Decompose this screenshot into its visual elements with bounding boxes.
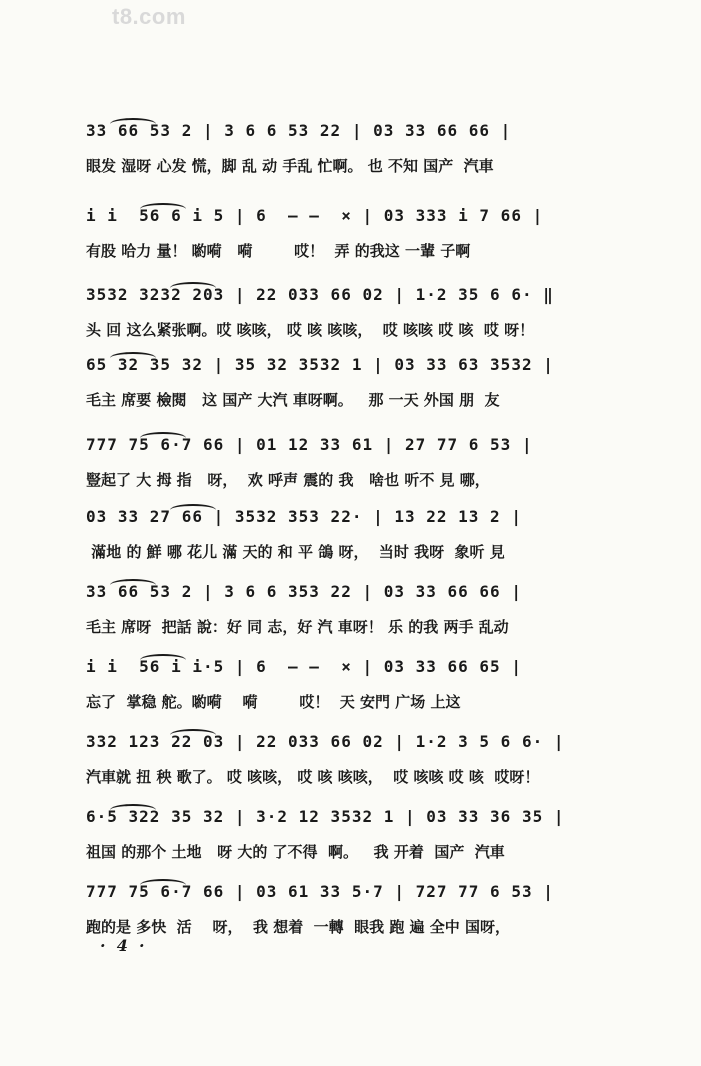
lyrics-line: 滿地 的 鮮 哪 花儿 滿 天的 和 平 鴿 呀， 当时 我呀 象听 見 xyxy=(86,543,505,561)
lyrics-line: 头 回 这么紧张啊。哎 咳咳， 哎 咳 咳咳， 哎 咳咳 哎 咳 哎 呀！ xyxy=(86,321,535,339)
jianpu-notes: 33 66 53 2 | 3 6 6 53 22 | 03 33 66 66 | xyxy=(86,121,512,140)
jianpu-notes: 3532 3232 203 | 22 033 66 02 | 1·2 35 6 6· ‖ xyxy=(86,285,554,304)
slur-mark xyxy=(170,729,216,741)
slur-mark xyxy=(110,352,156,364)
score-line xyxy=(0,428,701,498)
score-line xyxy=(0,114,701,184)
lyrics-line: 跑的是 多快 活 呀， 我 想着 一轉 眼我 跑 遍 全中 国呀， xyxy=(86,918,511,936)
lyrics-line: 毛主 席呀 把話 說：好 同 志，好 汽 車呀！ 乐 的我 两手 乱动 xyxy=(86,618,509,636)
score-line xyxy=(0,500,701,570)
slur-mark xyxy=(110,118,156,130)
jianpu-notes: 6·5 322 35 32 | 3·2 12 3532 1 | 03 33 36 35 | xyxy=(86,807,565,826)
page-number: · 4 · xyxy=(100,936,145,955)
lyrics-line: 有股 哈力 量！ 喲嗬 嗬 哎！ 弄 的我这 一輩 子啊 xyxy=(86,242,471,260)
score-line xyxy=(0,575,701,645)
slur-mark xyxy=(140,432,186,444)
slur-mark xyxy=(140,654,186,666)
score-line xyxy=(0,875,701,945)
slur-mark xyxy=(140,879,186,891)
score-line xyxy=(0,725,701,795)
jianpu-notes: i i 56 i i·5 | 6 — — × | 03 33 66 65 | xyxy=(86,657,522,676)
jianpu-notes: 03 33 27 66 | 3532 353 22· | 13 22 13 2 | xyxy=(86,507,522,526)
jianpu-notes: 777 75 6·7 66 | 03 61 33 5·7 | 727 77 6 53 | xyxy=(86,882,554,901)
jianpu-notes: 33 66 53 2 | 3 6 6 353 22 | 03 33 66 66 | xyxy=(86,582,522,601)
jianpu-notes: i i 56 6 i 5 | 6 — — × | 03 333 i 7 66 | xyxy=(86,206,544,225)
score-line xyxy=(0,348,701,418)
slur-mark xyxy=(170,282,216,294)
watermark: t8.com xyxy=(112,4,186,29)
lyrics-line: 豎起了 大 拇 指 呀， 欢 呼声 震的 我 啥也 听不 見 哪， xyxy=(86,471,490,489)
slur-mark xyxy=(140,203,186,215)
score-line xyxy=(0,278,701,348)
score-line xyxy=(0,199,701,269)
lyrics-line: 忘了 掌稳 舵。喲嗬 嗬 哎！ 天 安門 广场 上这 xyxy=(86,693,461,711)
lyrics-line: 祖国 的那个 土地 呀 大的 了不得 啊。 我 开着 国产 汽車 xyxy=(86,843,505,861)
score-line xyxy=(0,650,701,720)
lyrics-line: 眼发 湿呀 心发 慌，脚 乱 动 手乱 忙啊。 也 不知 国产 汽車 xyxy=(86,157,494,175)
score-line xyxy=(0,800,701,870)
slur-mark xyxy=(110,804,156,816)
lyrics-line: 毛主 席要 檢閱 这 国产 大汽 車呀啊。 那 一天 外国 朋 友 xyxy=(86,391,500,409)
jianpu-notes: 777 75 6·7 66 | 01 12 33 61 | 27 77 6 53 | xyxy=(86,435,533,454)
jianpu-notes: 332 123 22 03 | 22 033 66 02 | 1·2 3 5 6 6· | xyxy=(86,732,565,751)
jianpu-notes: 65 32 35 32 | 35 32 3532 1 | 03 33 63 3532 | xyxy=(86,355,554,374)
slur-mark xyxy=(170,504,216,516)
slur-mark xyxy=(110,579,156,591)
lyrics-line: 汽車就 扭 秧 歌了。 哎 咳咳， 哎 咳 咳咳， 哎 咳咳 哎 咳 哎呀！ xyxy=(86,768,540,786)
